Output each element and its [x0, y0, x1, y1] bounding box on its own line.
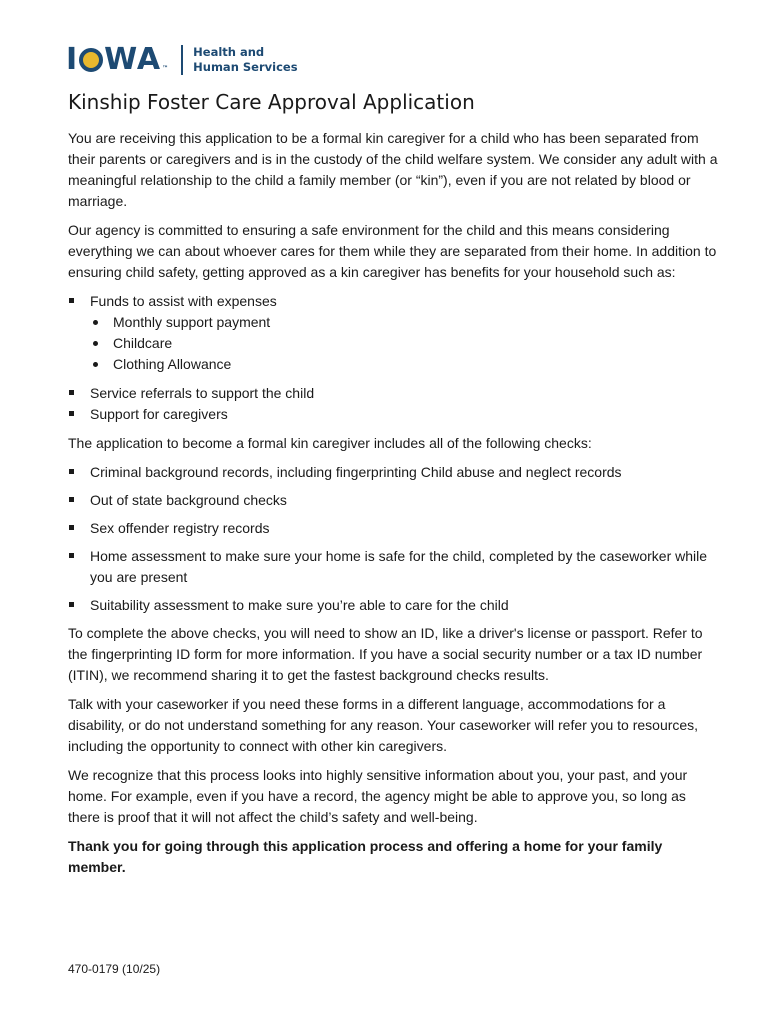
logo-line-2: Human Services	[193, 60, 298, 74]
check-item: Sex offender registry records	[68, 518, 718, 539]
benefits-list-continued	[68, 383, 718, 425]
funds-item: Clothing Allowance	[90, 354, 718, 375]
checks-list	[68, 462, 718, 616]
benefits-list	[68, 291, 718, 312]
funds-item: Monthly support payment	[90, 312, 718, 333]
check-item: Home assessment to make sure your home is safe for the child, completed by the caseworker while you are present	[68, 546, 718, 588]
logo-letter-i: I	[66, 42, 79, 77]
check-item: Criminal background records, including fingerprinting Child abuse and neglect records	[68, 462, 718, 483]
checks-intro: The application to become a formal kin caregiver includes all of the following checks:	[68, 435, 592, 451]
logo-divider	[181, 45, 183, 75]
funds-item: Childcare	[90, 333, 718, 354]
caseworker-paragraph: Talk with your caseworker if you need these forms in a different language, accommodations for a disability, or do not understand something for any reason. Your caseworker will refer you to resources, including the opportunity to connect with other kin caregivers.	[68, 696, 699, 754]
benefit-support: Support for caregivers	[68, 404, 718, 425]
document-body	[68, 128, 718, 886]
form-number: 470-0179 (10/25)	[68, 962, 161, 976]
iowa-hhs-logo	[66, 44, 298, 76]
funds-sublist	[90, 312, 718, 375]
logo-wordmark	[66, 42, 170, 77]
sensitivity-paragraph: We recognize that this process looks into highly sensitive information about you, your past, and your home. For example, even if you have a record, the agency might be able to approve you, so long as there is proof that it will not affect the child’s safety and well-being.	[68, 767, 688, 825]
benefit-referrals: Service referrals to support the child	[68, 383, 718, 404]
check-item: Suitability assessment to make sure you’re able to care for the child	[68, 595, 718, 616]
logo-letters-wa: WA	[104, 42, 162, 77]
benefit-funds: Funds to assist with expenses	[68, 291, 718, 312]
intro-paragraph-2: Our agency is committed to ensuring a safe environment for the child and this means considering everything we can about whoever cares for them while they are separated from their home. In addition to ensuring child safety, getting approved as a kin caregiver has benefits for your household such as:	[68, 222, 717, 280]
closing-statement: Thank you for going through this application process and offering a home for your family member.	[68, 838, 663, 875]
page-title: Kinship Foster Care Approval Application	[68, 90, 475, 114]
logo-trademark: ™	[162, 65, 170, 72]
logo-line-1: Health and	[193, 45, 265, 59]
logo-sun-icon	[79, 48, 103, 72]
id-paragraph: To complete the above checks, you will need to show an ID, like a driver's license or passport. Refer to the fingerprinting ID form for more information. If you have a social security number or a tax ID number (ITIN), we recommend sharing it to get the fastest background checks results.	[68, 625, 703, 683]
intro-paragraph-1: You are receiving this application to be a formal kin caregiver for a child who has been separated from their parents or caregivers and is in the custody of the child welfare system. We consider any adult with a meaningful relationship to the child a family member (or “kin”), even if you are not related by blood or marriage.	[68, 130, 718, 209]
logo-agency-name	[193, 45, 297, 75]
check-item: Out of state background checks	[68, 490, 718, 511]
